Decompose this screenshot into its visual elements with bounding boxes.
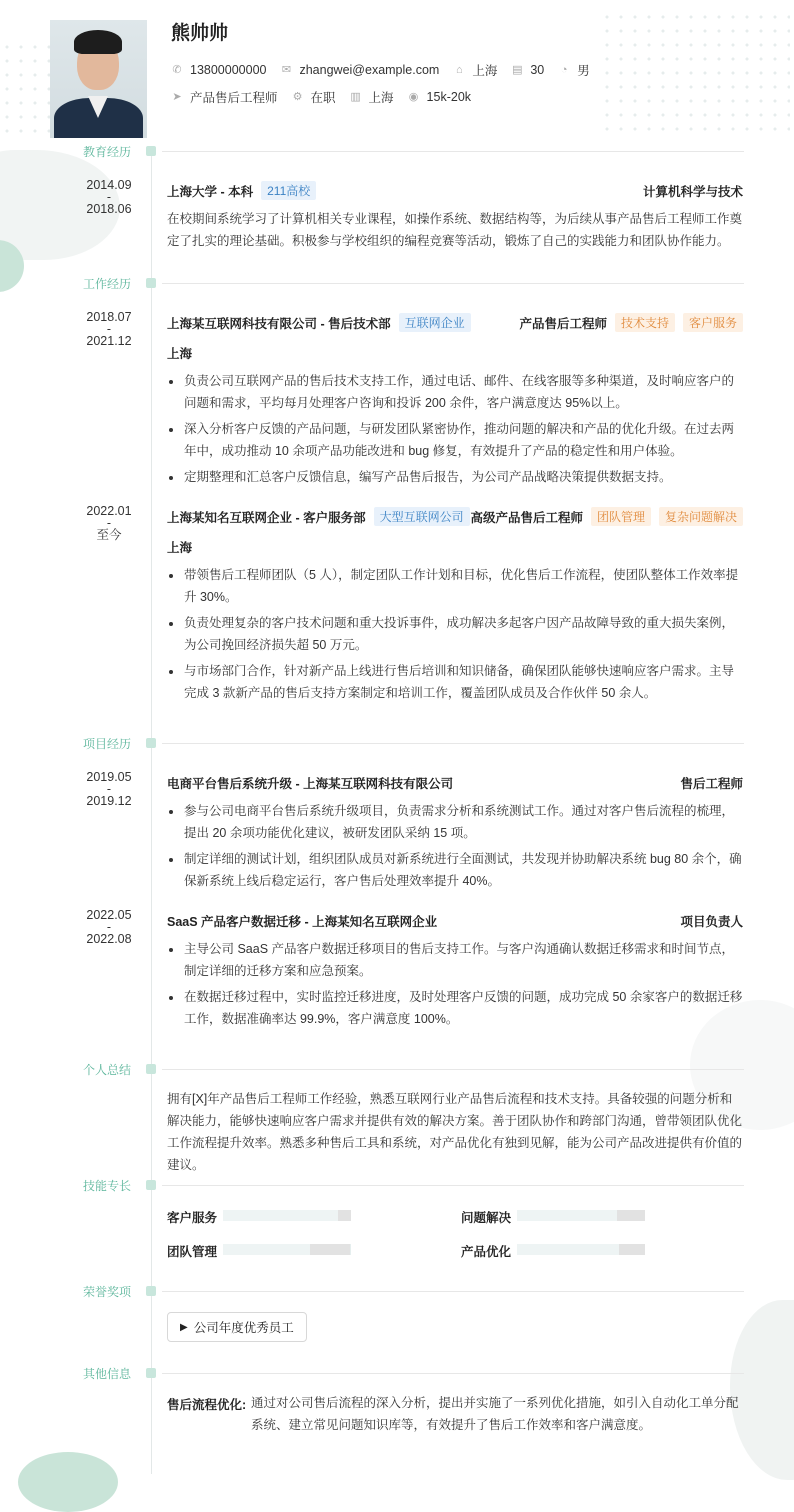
position-item bbox=[171, 88, 278, 106]
list-item: 深入分析客户反馈的产品问题，与研发团队紧密协作，推动问题的解决和产品的优化升级。在过去两年中，成功推动 10 余项产品功能改进和 bug 修复，有效提升了产品的稳定性和用户体验。 bbox=[167, 418, 743, 462]
edu-date: 2014.09 - 2018.06 bbox=[86, 178, 132, 216]
work-date: 2018.07 - 2021.12 bbox=[86, 310, 132, 348]
skill-bar bbox=[517, 1244, 645, 1255]
section-marker bbox=[146, 738, 156, 748]
coin-icon: ◉ bbox=[408, 91, 419, 103]
section-title-projects: 项目经历 bbox=[83, 737, 132, 751]
work-bullets bbox=[167, 564, 743, 708]
city-item bbox=[453, 61, 497, 79]
position-text: 产品售后工程师 bbox=[190, 91, 278, 105]
project-date: 2022.05 - 2022.08 bbox=[86, 908, 132, 946]
section-divider bbox=[162, 151, 744, 152]
project-role: 项目负责人 bbox=[680, 915, 743, 929]
work-city-item bbox=[350, 88, 394, 106]
dot-pattern bbox=[600, 10, 790, 140]
avatar-hair bbox=[74, 30, 122, 54]
edu-major: 计算机科学与技术 bbox=[642, 185, 743, 199]
award-label: 公司年度优秀员工 bbox=[193, 1321, 294, 1335]
section-divider bbox=[162, 1373, 744, 1374]
section-title-skills: 技能专长 bbox=[83, 1179, 132, 1193]
section-title-honors: 荣誉奖项 bbox=[83, 1285, 132, 1299]
age-item bbox=[511, 63, 544, 77]
phone-icon: ✆ bbox=[172, 64, 182, 76]
work-company bbox=[167, 313, 471, 332]
work-role bbox=[519, 313, 743, 332]
role-title: 高级产品售后工程师 bbox=[470, 510, 583, 525]
section-marker bbox=[146, 1180, 156, 1190]
award-item[interactable] bbox=[167, 1312, 307, 1342]
section-title-education: 教育经历 bbox=[83, 145, 132, 159]
phone-text: 13800000000 bbox=[190, 63, 267, 77]
decor-circle bbox=[18, 1452, 118, 1512]
work-role bbox=[470, 507, 743, 526]
skill-bar-fill bbox=[223, 1210, 338, 1221]
work-date: 2022.01 - 至今 bbox=[86, 504, 132, 542]
skill-name: 问题解决 bbox=[461, 1211, 512, 1225]
project-bullets bbox=[167, 938, 743, 1034]
section-divider bbox=[162, 1069, 744, 1070]
cake-icon: ▤ bbox=[512, 64, 523, 76]
skill-bar bbox=[223, 1210, 351, 1221]
company-tag: 大型互联网公司 bbox=[374, 507, 470, 526]
skill-bar-fill bbox=[517, 1210, 617, 1221]
list-item: 与市场部门合作，针对新产品上线进行售后培训和知识储备，确保团队能够快速响应客户需求。主导完成 3 款新产品的售后支持方案制定和培训工作，覆盖团队成员及合作伙伴 50 余人。 bbox=[167, 660, 743, 704]
gender-item bbox=[558, 61, 590, 79]
section-divider bbox=[162, 283, 744, 284]
project-role: 售后工程师 bbox=[680, 777, 743, 791]
skill-bar bbox=[223, 1244, 351, 1255]
gender-text: 男 bbox=[577, 64, 590, 78]
project-bullets bbox=[167, 800, 743, 896]
role-tag: 客户服务 bbox=[683, 313, 743, 332]
city-text: 上海 bbox=[472, 64, 498, 78]
list-item: 带领售后工程师团队（5 人），制定团队工作计划和目标，优化售后工作流程，使团队整体工作效率提升 30%。 bbox=[167, 564, 743, 608]
candidate-name: 熊帅帅 bbox=[171, 23, 229, 44]
skill-name: 客户服务 bbox=[167, 1211, 218, 1225]
section-title-work: 工作经历 bbox=[83, 277, 132, 291]
other-text: 通过对公司售后流程的深入分析，提出并实施了一系列优化措施，如引入自动化工单分配系统、建立常见问题知识库等，有效提升了售后工作效率和客户满意度。 bbox=[251, 1396, 739, 1432]
skill-bar-remainder bbox=[338, 1210, 351, 1221]
send-icon: ➤ bbox=[172, 91, 182, 103]
school-tag: 211高校 bbox=[261, 181, 316, 200]
role-tag: 团队管理 bbox=[591, 507, 651, 526]
mail-icon: ✉ bbox=[281, 64, 292, 76]
list-item: 在数据迁移过程中，实时监控迁移进度，及时处理客户反馈的问题，成功完成 50 余家客户的数据迁移工作，数据准确率达 99.9%，客户满意度 100%。 bbox=[167, 986, 743, 1030]
edu-school bbox=[167, 181, 316, 200]
section-marker bbox=[146, 1286, 156, 1296]
decor-blob bbox=[730, 1300, 794, 1480]
age-text: 30 bbox=[530, 63, 545, 77]
section-title-other: 其他信息 bbox=[83, 1367, 132, 1381]
edu-description: 在校期间系统学习了计算机相关专业课程，如操作系统、数据结构等，为后续从事产品售后工程师工作奠定了扎实的理论基础。积极参与学校组织的编程竞赛等活动，锻炼了自己的实践能力和团队协作能力。 bbox=[167, 212, 743, 248]
skill-bar-remainder bbox=[310, 1244, 350, 1255]
role-title: 产品售后工程师 bbox=[519, 316, 607, 331]
list-item: 参与公司电商平台售后系统升级项目，负责需求分析和系统测试工作。通过对客户售后流程的梳理，提出 20 余项功能优化建议，被研发团队采纳 15 项。 bbox=[167, 800, 743, 844]
project-date: 2019.05 - 2019.12 bbox=[86, 770, 132, 808]
phone-item bbox=[171, 63, 266, 77]
list-item: 主导公司 SaaS 产品客户数据迁移项目的售后支持工作。与客户沟通确认数据迁移需求和时间节点，制定详细的迁移方案和应急预案。 bbox=[167, 938, 743, 982]
role-tag: 技术支持 bbox=[615, 313, 675, 332]
gender-icon: ◔ bbox=[560, 64, 568, 76]
list-item: 负责处理复杂的客户技术问题和重大投诉事件，成功解决多起客户因产品故障导致的重大损失案例，为公司挽回经济损失超 50 万元。 bbox=[167, 612, 743, 656]
section-marker bbox=[146, 1064, 156, 1074]
skill-bar-fill bbox=[517, 1244, 619, 1255]
gear-icon: ⚙ bbox=[292, 91, 303, 103]
caret-right-icon: ▶ bbox=[180, 1321, 188, 1333]
skill-name: 团队管理 bbox=[167, 1245, 218, 1259]
list-item: 定期整理和汇总客户反馈信息，编写产品售后报告，为公司产品战略决策提供数据支持。 bbox=[167, 466, 743, 488]
section-divider bbox=[162, 1185, 744, 1186]
section-divider bbox=[162, 1291, 744, 1292]
list-item: 制定详细的测试计划，组织团队成员对新系统进行全面测试，共发现并协助解决系统 bug 80 余个，确保新系统上线后稳定运行，客户售后处理效率提升 40%。 bbox=[167, 848, 743, 892]
work-location: 上海 bbox=[167, 541, 193, 555]
company-name: 上海某互联网科技有限公司 - 售后技术部 bbox=[167, 316, 391, 331]
skill-bar bbox=[517, 1210, 645, 1221]
work-bullets bbox=[167, 370, 743, 492]
project-title: 电商平台售后系统升级 - 上海某互联网科技有限公司 bbox=[167, 777, 454, 791]
status-item bbox=[292, 88, 336, 106]
school-name: 上海大学 - 本科 bbox=[167, 184, 254, 199]
home-icon: ⌂ bbox=[456, 64, 463, 76]
list-item: 负责公司互联网产品的售后技术支持工作，通过电话、邮件、在线客服等多种渠道，及时响应客户的问题和需求，平均每月处理客户咨询和投诉 200 余件，客户满意度达 95%以上。 bbox=[167, 370, 743, 414]
salary-item bbox=[408, 90, 471, 104]
project-title: SaaS 产品客户数据迁移 - 上海某知名互联网企业 bbox=[167, 915, 438, 929]
email-item bbox=[280, 63, 439, 77]
salary-text: 15k-20k bbox=[426, 90, 472, 104]
section-marker bbox=[146, 1368, 156, 1378]
section-marker bbox=[146, 278, 156, 288]
avatar bbox=[50, 20, 147, 138]
contact-row bbox=[171, 61, 604, 79]
skill-bar-remainder bbox=[617, 1210, 645, 1221]
summary-text: 拥有[X]年产品售后工程师工作经验，熟悉互联网行业产品售后流程和技术支持。具备较强的问题分析和解决能力，能够快速响应客户需求并提供有效的解决方案。善于团队协作和跨部门沟通，曾带领团队优化工作流程提升效率。熟悉多种售后工具和系统，对产品优化有独到见解，能为公司产品改进提供有价值的建议。 bbox=[167, 1092, 743, 1172]
email-text: zhangwei@example.com bbox=[299, 63, 440, 77]
timeline-line bbox=[151, 150, 152, 1474]
company-name: 上海某知名互联网企业 - 客户服务部 bbox=[167, 510, 366, 525]
job-row bbox=[171, 88, 485, 106]
section-marker bbox=[146, 146, 156, 156]
other-label: 售后流程优化: bbox=[167, 1398, 247, 1412]
status-text: 在职 bbox=[310, 91, 336, 105]
skill-name: 产品优化 bbox=[461, 1245, 512, 1259]
work-company bbox=[167, 507, 470, 526]
skill-bar-fill bbox=[223, 1244, 310, 1255]
work-city-text: 上海 bbox=[368, 91, 394, 105]
building-icon: ▥ bbox=[350, 91, 361, 103]
role-tag: 复杂问题解决 bbox=[659, 507, 743, 526]
work-location: 上海 bbox=[167, 347, 193, 361]
section-title-summary: 个人总结 bbox=[83, 1063, 132, 1077]
skill-bar-remainder bbox=[619, 1244, 645, 1255]
section-divider bbox=[162, 743, 744, 744]
company-tag: 互联网企业 bbox=[399, 313, 471, 332]
